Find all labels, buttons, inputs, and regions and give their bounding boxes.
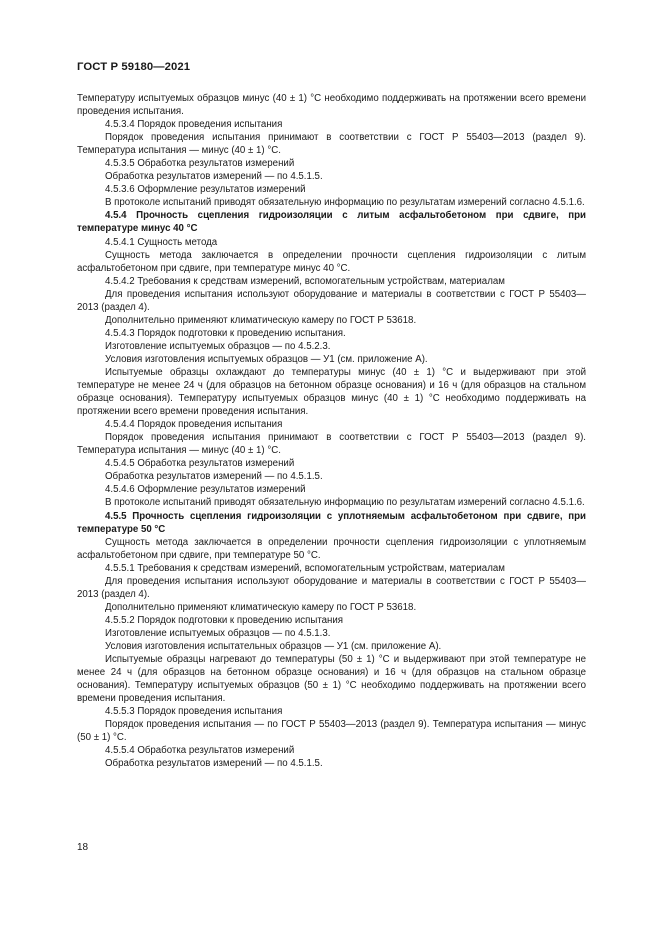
paragraph: 4.5.4.3 Порядок подготовки к проведению испытания. bbox=[105, 327, 346, 339]
paragraph: Для проведения испытания используют оборудование и материалы в соответствии с ГОСТ Р 55403—2013 (раздел 4). bbox=[77, 288, 586, 313]
paragraph: 4.5.5.4 Обработка результатов измерений bbox=[105, 745, 295, 757]
paragraph: 4.5.5.3 Порядок проведения испытания bbox=[105, 706, 283, 718]
paragraph: Условия изготовления испытуемых образцов — У1 (см. приложение А). bbox=[105, 353, 428, 365]
paragraph: Условия изготовления испытательных образцов — У1 (см. приложение А). bbox=[105, 640, 442, 652]
paragraph: Обработка результатов измерений — по 4.5.1.5. bbox=[105, 171, 323, 183]
paragraph: Порядок проведения испытания принимают в соответствии с ГОСТ Р 55403—2013 (раздел 9). Температура испытания — минус (40 ± 1) °С. bbox=[77, 132, 586, 157]
paragraph: 4.5.4.6 Оформление результатов измерений bbox=[105, 484, 306, 496]
paragraph: Дополнительно применяют климатическую камеру по ГОСТ Р 53618. bbox=[105, 314, 417, 326]
paragraph: 4.5.4.5 Обработка результатов измерений bbox=[105, 458, 295, 470]
document-body bbox=[77, 92, 586, 770]
paragraph: Изготовление испытуемых образцов — по 4.5.2.3. bbox=[105, 340, 331, 352]
paragraph: 4.5.4.4 Порядок проведения испытания bbox=[105, 419, 283, 431]
paragraph: Испытуемые образцы нагревают до температуры (50 ± 1) °С и выдерживают при этой температуре не менее 24 ч (для образцов на бетонном образце основания) и 16 ч (для образцов на стальном образце основания). Температуру испытуемых образцов (50 ± 1) °С необходимо поддерживать на протяжении всего времени проведения испытания. bbox=[77, 654, 586, 705]
paragraph: Сущность метода заключается в определении прочности сцепления гидроизоляции с литым асфальтобетоном при сдвиге, при температуре минус 40 °С. bbox=[77, 249, 586, 274]
paragraph: Обработка результатов измерений — по 4.5.1.5. bbox=[105, 758, 323, 770]
paragraph: Порядок проведения испытания принимают в соответствии с ГОСТ Р 55403—2013 (раздел 9). Температура испытания — минус (40 ± 1) °С. bbox=[77, 432, 586, 457]
paragraph: 4.5.3.5 Обработка результатов измерений bbox=[105, 158, 295, 170]
paragraph: В протоколе испытаний приводят обязательную информацию по результатам измерений согласно 4.5.1.6. bbox=[105, 197, 585, 209]
paragraph: Сущность метода заключается в определении прочности сцепления гидроизоляции с уплотняемым асфальтобетоном при сдвиге, при температуре 50 °С. bbox=[77, 536, 586, 561]
paragraph: 4.5.3.4 Порядок проведения испытания bbox=[105, 119, 283, 131]
paragraph: В протоколе испытаний приводят обязательную информацию по результатам измерений согласно 4.5.1.6. bbox=[105, 497, 585, 509]
section-heading: 4.5.5 Прочность сцепления гидроизоляции с уплотняемым асфальтобетоном при сдвиге, при температуре 50 °С bbox=[77, 510, 586, 535]
paragraph: 4.5.4.2 Требования к средствам измерений, вспомогательным устройствам, материалам bbox=[105, 275, 505, 287]
paragraph: Для проведения испытания используют оборудование и материалы в соответствии с ГОСТ Р 55403—2013 (раздел 4). bbox=[77, 575, 586, 600]
paragraph: Испытуемые образцы охлаждают до температуры минус (40 ± 1) °С и выдерживают при этой температуре не менее 24 ч (для образцов на бетонном образце основания) и 16 ч (для образцов на стальном образце основания). Температуру испытуемых образцов минус (40 ± 1) °С необходимо поддерживать на протяжении всего времени проведения испытания. bbox=[77, 366, 586, 418]
paragraph: Температуру испытуемых образцов минус (40 ± 1) °С необходимо поддерживать на протяжении всего времени проведения испытания. bbox=[77, 93, 586, 118]
paragraph: 4.5.5.2 Порядок подготовки к проведению испытания bbox=[105, 614, 344, 626]
paragraph: 4.5.3.6 Оформление результатов измерений bbox=[105, 184, 306, 196]
document-header-code: ГОСТ Р 59180—2021 bbox=[77, 61, 191, 73]
paragraph: 4.5.5.1 Требования к средствам измерений, вспомогательным устройствам, материалам bbox=[105, 562, 505, 574]
paragraph: Порядок проведения испытания — по ГОСТ Р 55403—2013 (раздел 9). Температура испытания — минус (50 ± 1) °С. bbox=[77, 719, 586, 744]
paragraph: 4.5.4.1 Сущность метода bbox=[105, 236, 218, 248]
page-number: 18 bbox=[77, 842, 89, 853]
section-heading: 4.5.4 Прочность сцепления гидроизоляции с литым асфальтобетоном при сдвиге, при температуре минус 40 °С bbox=[77, 210, 586, 235]
paragraph: Обработка результатов измерений — по 4.5.1.5. bbox=[105, 471, 323, 483]
paragraph: Изготовление испытуемых образцов — по 4.5.1.3. bbox=[105, 627, 331, 639]
paragraph: Дополнительно применяют климатическую камеру по ГОСТ Р 53618. bbox=[105, 601, 417, 613]
